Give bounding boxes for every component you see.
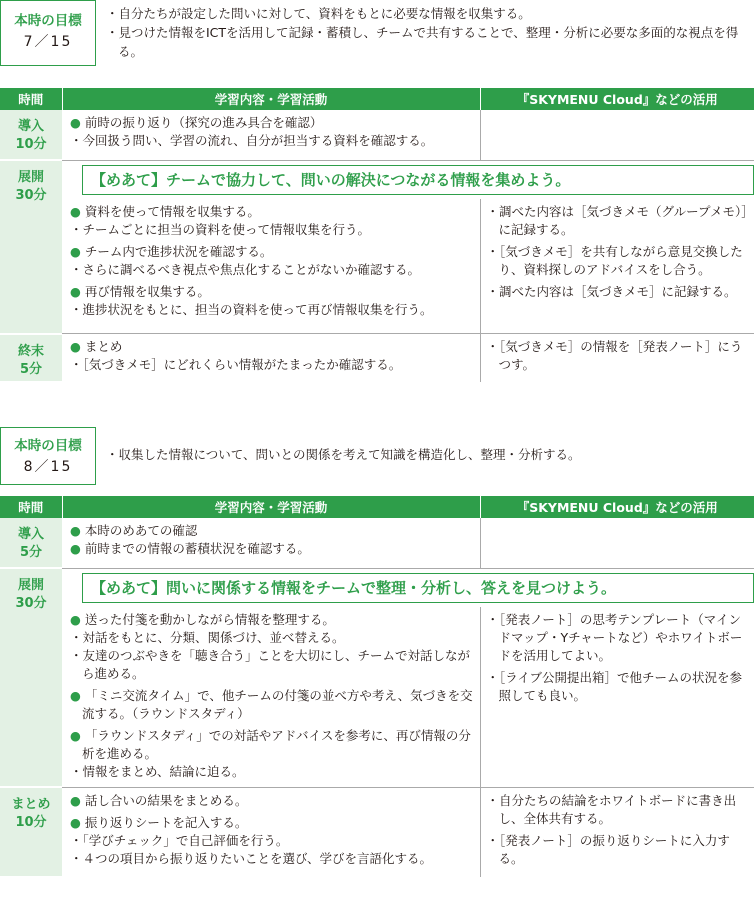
sky-item: ・［発表ノート］の思考テンプレート（マインドマップ・Yチャートなど）やホワイトボードを活用してよい。 bbox=[486, 611, 743, 663]
list-item: ● まとめ bbox=[70, 339, 123, 354]
goal-text-8 bbox=[106, 445, 752, 464]
list-item: ・さらに調べるべき視点や焦点化することがないか確認する。 bbox=[70, 261, 421, 277]
bullet-dot-icon: ● bbox=[70, 611, 81, 627]
intro-sky bbox=[480, 518, 754, 568]
header-activity: 学習内容・学習活動 bbox=[62, 496, 480, 518]
list-item: ● 振り返りシートを記入する。 bbox=[70, 814, 248, 830]
intro-content bbox=[62, 110, 480, 160]
goal-box-8 bbox=[0, 427, 96, 485]
list-item: ・４つの項目から振り返りたいことを選び、学びを言語化する。 bbox=[70, 850, 433, 866]
list-item: ● 前時までの情報の蓄積状況を確認する。 bbox=[70, 541, 310, 556]
phase-development: 展開 30分 bbox=[0, 160, 62, 334]
phase-summary: まとめ 10分 bbox=[0, 787, 62, 877]
header-activity: 学習内容・学習活動 bbox=[62, 88, 480, 110]
header-time: 時間 bbox=[0, 496, 62, 518]
list-item: ・今回扱う問い、学習の流れ、自分が担当する資料を確認する。 bbox=[70, 133, 434, 148]
list-item: ・対話をもとに、分類、関係づけ、並べ替える。 bbox=[70, 629, 345, 645]
sky-item: ・調べた内容は［気づきメモ］に記録する。 bbox=[486, 283, 737, 299]
bullet-dot-icon: ● bbox=[70, 115, 81, 130]
phase-intro: 導入 10分 bbox=[0, 110, 62, 160]
list-item: ・「学びチェック」で自己評価を行う。 bbox=[70, 832, 289, 848]
list-item: ・［気づきメモ］にどれくらい情報がたまったか確認する。 bbox=[70, 357, 402, 372]
list-item: ● 話し合いの結果をまとめる。 bbox=[70, 792, 248, 808]
development-sky bbox=[480, 607, 754, 788]
sky-item: ・［気づきメモ］を共有しながら意見交換したり、資料探しのアドバイスをし合う。 bbox=[486, 243, 743, 277]
goal-label: 本時の目標 bbox=[14, 13, 82, 29]
list-item: ・友達のつぶやきを「聴き合う」ことを大切にし、チームで対話しながら進める。 bbox=[70, 647, 471, 681]
list-item: ・チームごとに担当の資料を使って情報収集を行う。 bbox=[70, 221, 371, 237]
bullet-dot-icon: ● bbox=[70, 814, 81, 830]
list-item: ● 送った付箋を動かしながら情報を整理する。 bbox=[70, 611, 335, 627]
development-content bbox=[62, 607, 480, 788]
summary-content bbox=[62, 787, 480, 877]
goal-item: ・見つけた情報をICTを活用して記録・蓄積し、チームで共有することで、整理・分析に必要な多面的な視点を得る。 bbox=[106, 25, 739, 59]
bullet-dot-icon: ● bbox=[70, 339, 81, 354]
intro-sky bbox=[480, 110, 754, 160]
summary-sky bbox=[480, 787, 754, 877]
sky-item: ・［気づきメモ］の情報を［発表ノート］にうつす。 bbox=[486, 339, 743, 372]
sky-item: ・自分たちの結論をホワイトボードに書き出し、全体共有する。 bbox=[486, 792, 737, 826]
bullet-dot-icon: ● bbox=[70, 541, 81, 556]
list-item: ● 「ミニ交流タイム」で、他チームの付箋の並べ方や考え、気づきを交流する。（ラウンドスタディ） bbox=[70, 687, 473, 721]
list-item: ● チーム内で進捗状況を確認する。 bbox=[70, 243, 273, 259]
list-item: ● 再び情報を収集する。 bbox=[70, 283, 210, 299]
end-sky bbox=[480, 334, 754, 382]
phase-end: 終末 5分 bbox=[0, 334, 62, 382]
bullet-dot-icon: ● bbox=[70, 792, 81, 808]
phase-intro: 導入 5分 bbox=[0, 518, 62, 568]
end-content bbox=[62, 334, 480, 382]
header-sky: 『SKYMENU Cloud』などの活用 bbox=[480, 88, 754, 110]
phase-development: 展開 30分 bbox=[0, 568, 62, 787]
header-time: 時間 bbox=[0, 88, 62, 110]
bullet-dot-icon: ● bbox=[70, 727, 81, 743]
development-sky bbox=[480, 199, 754, 334]
lesson-aim: 【めあて】チームで協力して、問いの解決につながる情報を集めよう。 bbox=[82, 165, 754, 195]
lesson-plan-table-8 bbox=[0, 496, 754, 878]
development-content bbox=[62, 199, 480, 334]
goal-item: ・自分たちが設定した問いに対して、資料をもとに必要な情報を収集する。 bbox=[106, 6, 531, 21]
bullet-dot-icon: ● bbox=[70, 523, 81, 538]
sky-item: ・［ライブ公開提出箱］で他チームの状況を参照しても良い。 bbox=[486, 669, 743, 703]
list-item: ● 資料を使って情報を収集する。 bbox=[70, 203, 260, 219]
bullet-dot-icon: ● bbox=[70, 687, 81, 703]
sky-item: ・［発表ノート］の振り返りシートに入力する。 bbox=[486, 832, 730, 866]
sky-item: ・調べた内容は［気づきメモ（グループメモ）］に記録する。 bbox=[486, 203, 748, 237]
list-item: ・進捗状況をもとに、担当の資料を使って再び情報収集を行う。 bbox=[70, 301, 433, 317]
header-sky: 『SKYMENU Cloud』などの活用 bbox=[480, 496, 754, 518]
goal-number: 8／15 bbox=[23, 459, 73, 475]
list-item: ● 本時のめあての確認 bbox=[70, 523, 198, 538]
bullet-dot-icon: ● bbox=[70, 283, 81, 299]
lesson-aim: 【めあて】問いに関係する情報をチームで整理・分析し、答えを見つけよう。 bbox=[82, 573, 754, 603]
list-item: ・情報をまとめ、結論に迫る。 bbox=[70, 763, 245, 779]
list-item: ● 「ラウンドスタディ」での対話やアドバイスを参考に、再び情報の分析を進める。 bbox=[70, 727, 471, 761]
list-item: ● 前時の振り返り（探究の進み具合を確認） bbox=[70, 115, 323, 130]
intro-content bbox=[62, 518, 480, 568]
lesson-plan-table-7 bbox=[0, 88, 754, 383]
goal-text-7 bbox=[106, 4, 752, 61]
goal-label: 本時の目標 bbox=[14, 438, 82, 454]
goal-item: ・収集した情報について、問いとの関係を考えて知識を構造化し、整理・分析する。 bbox=[106, 447, 581, 462]
goal-box-7 bbox=[0, 0, 96, 66]
bullet-dot-icon: ● bbox=[70, 243, 81, 259]
goal-number: 7／15 bbox=[23, 34, 73, 50]
bullet-dot-icon: ● bbox=[70, 203, 81, 219]
